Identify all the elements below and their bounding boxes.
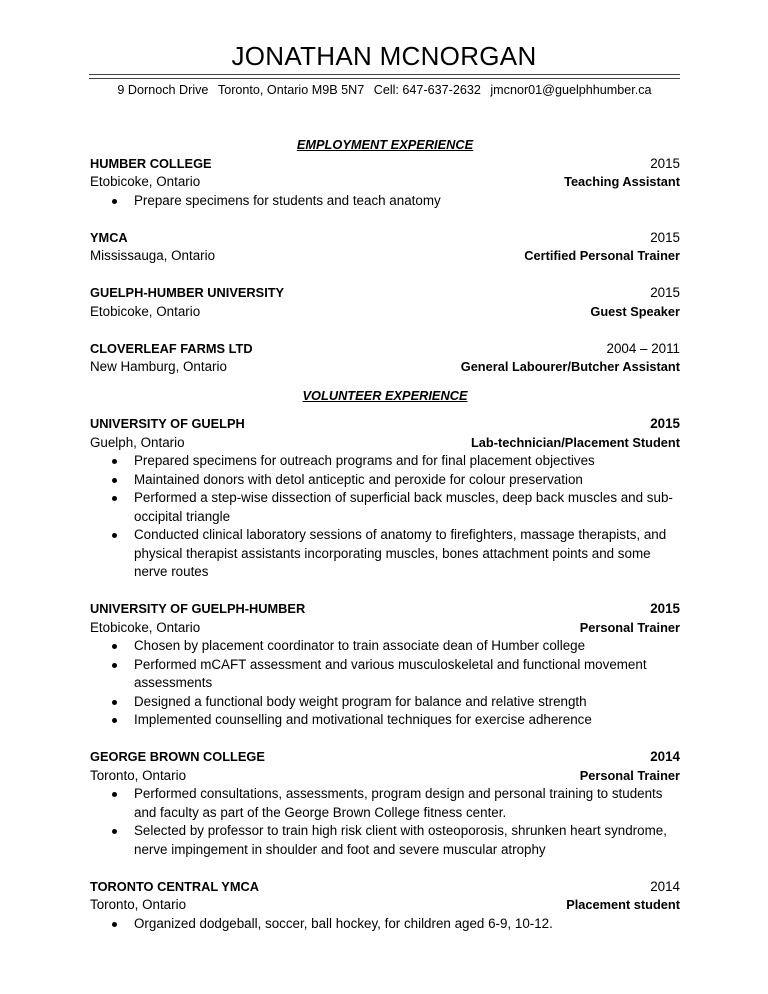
entry-bullets [90,637,680,730]
entry-role: Personal Trainer [579,619,680,635]
entry-year: 2015 [650,601,680,616]
contact-email: jmcnor01@guelphhumber.ca [490,83,652,97]
entry-year: 2015 [650,416,680,431]
entry-year: 2004 – 2011 [606,340,680,356]
bullet-item: Prepared specimens for outreach programs and for final placement objectives [134,452,680,471]
entry-role: Guest Speaker [590,303,680,319]
contact-city: Toronto, Ontario M9B 5N7 [217,83,365,97]
entry-bullets [90,785,680,859]
entry-role: General Labourer/Butcher Assistant [460,359,680,374]
entry-bullets [90,452,680,582]
entry-year: 2015 [650,285,680,300]
entry-org: CLOVERLEAF FARMS LTD [90,340,253,356]
entry-bullets [90,915,680,934]
bullet-item: Maintained donors with detol anticeptic and peroxide for colour preservation [134,471,680,490]
entry-location: Mississauga, Ontario [90,248,216,263]
entry-location: Toronto, Ontario [90,767,187,783]
entry-org: HUMBER COLLEGE [90,155,212,171]
bullet-item: Chosen by placement coordinator to train associate dean of Humber college [134,637,680,656]
entry-role: Teaching Assistant [564,174,680,189]
contact-address: 9 Dornoch Drive [117,83,209,97]
entry-role: Certified Personal Trainer [524,248,680,263]
resume-header [0,40,768,97]
bullet-item: Performed consultations, assessments, program design and personal training to students and faculty as part of the George Brown College fitness center. [134,785,680,822]
bullet-item: Selected by professor to train high risk client with osteoporosis, shrunken heart syndrome, nerve impingement in shoulder and foot and severe muscular atrophy [134,822,680,859]
employment-entry [90,155,680,211]
entry-location: New Hamburg, Ontario [90,359,227,374]
entry-org: TORONTO CENTRAL YMCA [90,878,259,894]
volunteer-entry [90,415,680,582]
volunteer-entry [90,878,680,934]
entry-location: Guelph, Ontario [90,434,185,450]
entry-location: Toronto, Ontario [90,897,187,912]
bullet-item: Designed a functional body weight program for balance and relative strength [134,693,680,712]
entry-org: UNIVERSITY OF GUELPH [90,416,245,431]
entry-role: Placement student [566,897,680,912]
contact-line [89,81,680,100]
bullet-item: Performed a step-wise dissection of superficial back muscles, deep back muscles and sub-occipital triangle [134,489,680,526]
employment-entry [90,229,680,266]
volunteer-section-title: VOLUNTEER EXPERIENCE [302,387,468,403]
entry-location: Etobicoke, Ontario [90,619,201,635]
entry-org: GUELPH-HUMBER UNIVERSITY [90,285,285,300]
applicant-name: JONATHAN MCNORGAN [231,41,537,71]
employment-entry [90,284,680,321]
entry-role: Lab-technician/Placement Student [470,434,680,450]
volunteer-entry [90,748,680,859]
bullet-item: Prepare specimens for students and teach anatomy [134,192,680,211]
entry-org: YMCA [90,229,128,245]
bullet-item: Organized dodgeball, soccer, ball hockey, for children aged 6-9, 10-12. [134,915,680,934]
bullet-item: Implemented counselling and motivational techniques for exercise adherence [134,711,680,730]
bullet-item: Conducted clinical laboratory sessions of anatomy to firefighters, massage therapists, and physical therapist assistants incorporating muscles, bones attachment points and some nerve routes [134,526,680,582]
employment-section-title: EMPLOYMENT EXPERIENCE [296,137,474,152]
header-rule-bottom [89,78,680,79]
entry-year: 2015 [650,229,680,245]
entry-year: 2014 [650,878,680,894]
bullet-item: Performed mCAFT assessment and various musculoskeletal and functional movement assessments [134,656,680,693]
entry-location: Etobicoke, Ontario [90,303,201,319]
volunteer-entry [90,600,680,730]
entry-year: 2014 [650,749,680,764]
entry-location: Etobicoke, Ontario [90,174,201,189]
entry-bullets [90,192,680,211]
resume-body [90,136,680,933]
entry-year: 2015 [650,155,680,171]
contact-cell: Cell: 647-637-2632 [373,83,481,97]
header-rule-top [89,74,680,75]
employment-entry [90,340,680,377]
entry-org: GEORGE BROWN COLLEGE [90,749,265,764]
entry-role: Personal Trainer [579,767,680,783]
entry-org: UNIVERSITY OF GUELPH-HUMBER [90,601,306,616]
